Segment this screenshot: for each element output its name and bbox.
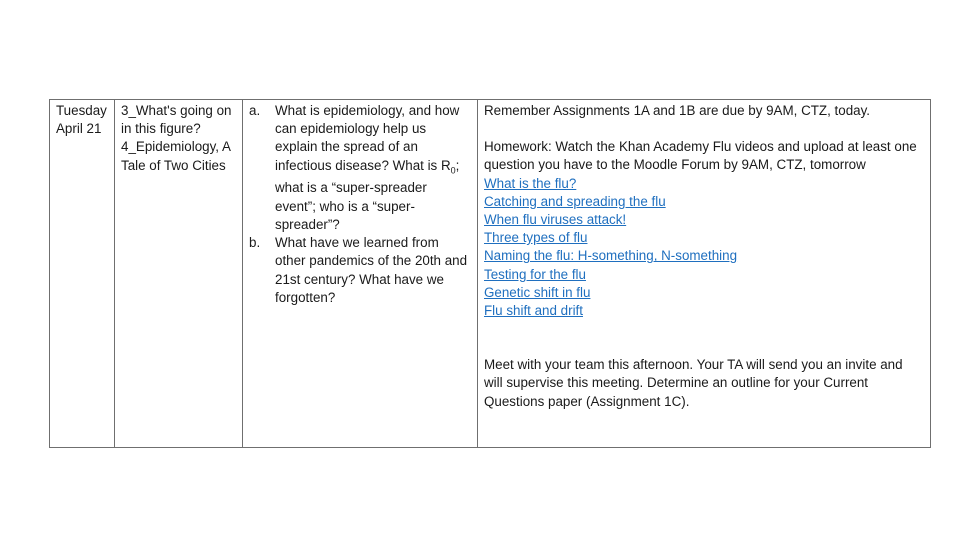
- video-link-what-is-flu[interactable]: What is the flu?: [484, 175, 577, 191]
- meeting-text: Meet with your team this afternoon. Your TA will send you an invite and will supervise this meeting. Determine an outline for your Current Questions paper (Assignment 1C).: [484, 357, 903, 409]
- date-day: Tuesday: [56, 103, 107, 118]
- question-subscript: 0: [450, 165, 456, 176]
- video-link-shift-drift[interactable]: Flu shift and drift: [484, 303, 583, 319]
- topic-item: 4_Epidemiology, A Tale of Two Cities: [121, 139, 231, 173]
- homework-text: Homework: Watch the Khan Academy Flu videos and upload at least one question you have to the Moodle Forum by 9AM, CTZ, tomorrow: [484, 139, 917, 173]
- video-link-genetic-shift[interactable]: Genetic shift in flu: [484, 284, 591, 300]
- table-row: [50, 100, 931, 448]
- reminder-text: Remember Assignments 1A and 1B are due by 9AM, CTZ, today.: [484, 103, 871, 118]
- question-item: [249, 234, 471, 307]
- question-text: What have we learned from other pandemics of the 20th and 21st century? What have we forgotten?: [275, 235, 468, 305]
- date-month-day: April 21: [56, 121, 102, 137]
- notes-cell: [478, 100, 931, 448]
- spacer: [484, 120, 924, 138]
- question-item: [249, 102, 471, 234]
- spacer: [484, 320, 924, 356]
- topic-item: 3_What's going on in this figure?: [121, 103, 232, 137]
- question-text: [275, 102, 471, 234]
- video-link-testing-flu[interactable]: Testing for the flu: [484, 266, 586, 282]
- topic-cell: [115, 100, 243, 448]
- question-list: [249, 102, 471, 307]
- question-marker: a.: [249, 103, 261, 118]
- question-text-main: What is epidemiology, and how can epidemiology help us explain the spread of an infectious disease? What is R: [275, 103, 460, 173]
- questions-cell: [243, 100, 478, 448]
- schedule-table: [49, 99, 931, 448]
- video-link-flu-viruses-attack[interactable]: When flu viruses attack!: [484, 212, 627, 228]
- question-text-rest: ; what is a “super-spreader event”; who is a “super-spreader”?: [275, 157, 460, 232]
- date-cell: [50, 100, 115, 448]
- video-link-three-types[interactable]: Three types of flu: [484, 230, 588, 246]
- question-marker: b.: [249, 235, 261, 251]
- video-link-list: [484, 175, 924, 321]
- video-link-catching-spreading[interactable]: Catching and spreading the flu: [484, 193, 666, 209]
- video-link-naming-flu[interactable]: Naming the flu: H-something, N-something: [484, 248, 738, 264]
